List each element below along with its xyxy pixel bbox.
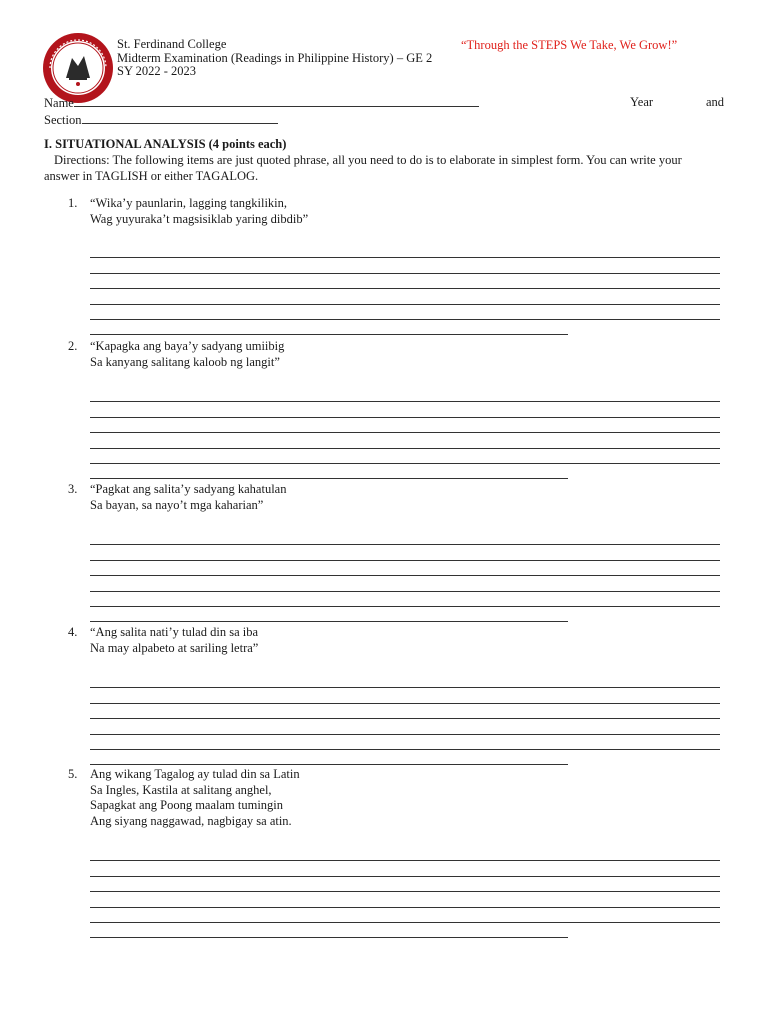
- year-label: Year: [630, 95, 654, 109]
- question-quote: “Pagkat ang salita’y sadyang kahatulan Sa bayan, sa nayo’t mga kaharian”: [90, 482, 287, 512]
- answer-lines-1[interactable]: [90, 243, 720, 335]
- question-number: 5.: [68, 767, 78, 781]
- name-field[interactable]: [74, 95, 479, 107]
- and-label: and: [705, 95, 724, 109]
- year-section-field[interactable]: [82, 112, 278, 124]
- question-quote: Ang wikang Tagalog ay tulad din sa Latin Sa Ingles, Kastila at salitang anghel, Sapagkat ang Poong maalam tumingin Ang siyang naggawad, nagbigay sa atin.: [90, 767, 300, 828]
- section-label: Section: [44, 112, 82, 127]
- question-quote: “Ang salita nati’y tulad din sa iba Na may alpabeto at sariling letra”: [90, 625, 259, 655]
- student-info-fields: [44, 95, 724, 128]
- school-motto: “Through the STEPS We Take, We Grow!”: [461, 38, 678, 52]
- section-title: I. SITUATIONAL ANALYSIS (4 points each): [44, 137, 287, 151]
- school-seal-logo: [42, 32, 114, 104]
- school-year: SY 2022 - 2023: [117, 64, 197, 78]
- answer-lines-4[interactable]: [90, 673, 720, 765]
- answer-lines-2[interactable]: [90, 387, 720, 479]
- answer-lines-5[interactable]: [90, 846, 720, 938]
- question-number: 1.: [68, 196, 78, 210]
- school-name: St. Ferdinand College: [117, 37, 227, 51]
- question-number: 2.: [68, 339, 78, 353]
- directions-text: Directions: The following items are just quoted phrase, all you need to do is to elaborate in simplest form. You can write your answer in TAGLISH or either TAGALOG.: [44, 153, 682, 183]
- name-label: Name: [44, 96, 74, 110]
- exam-title: Midterm Examination (Readings in Philippine History) – GE 2: [117, 50, 433, 65]
- header-block: [117, 38, 432, 79]
- question-number: 3.: [68, 482, 78, 496]
- question-quote: “Kapagka ang baya’y sadyang umiibig Sa kanyang salitang kaloob ng langit”: [90, 339, 285, 369]
- question-quote: “Wika’y paunlarin, lagging tangkilikin, Wag yuyuraka’t magsisiklab yaring dibdib”: [90, 196, 309, 226]
- question-number: 4.: [68, 625, 78, 639]
- answer-lines-3[interactable]: [90, 530, 720, 622]
